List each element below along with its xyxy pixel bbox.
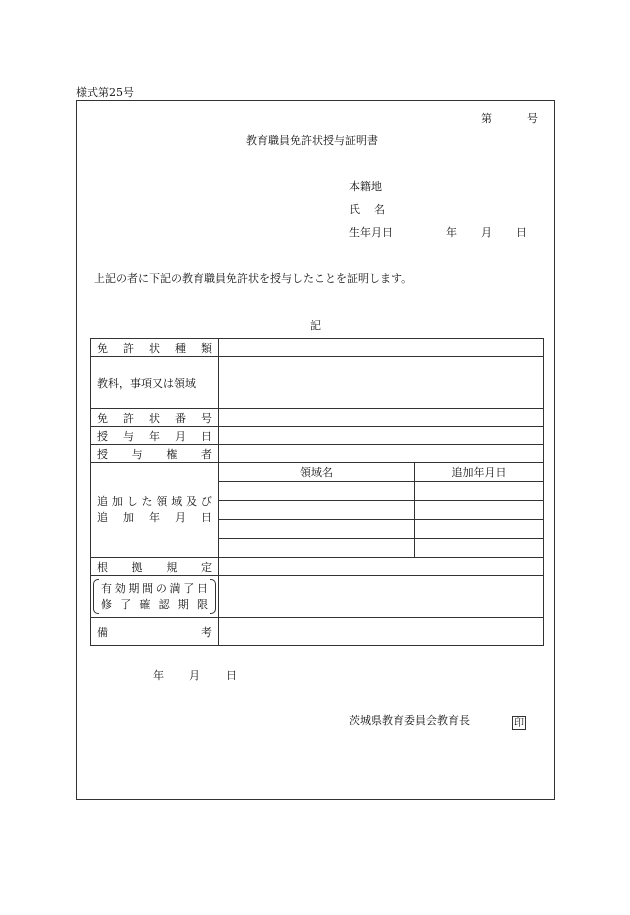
footer-tsuki: 月	[189, 669, 200, 682]
document-title: 教育職員免許状授与証明書	[246, 134, 378, 147]
seal-mark: 印	[514, 718, 524, 729]
certificate-table	[90, 338, 544, 646]
row-menkyo-bango	[91, 409, 544, 427]
label-yuko-1: 有 効 期 間 の 満 了 日	[101, 581, 208, 595]
ki-heading: 記	[310, 319, 321, 332]
label-honseki: 本籍地	[349, 180, 382, 193]
value-menkyo-shurui	[219, 339, 544, 357]
tsuika-entry-row	[219, 482, 543, 501]
birth-nen: 年	[446, 226, 457, 239]
label-yuko-2: 修 了 確 認 期 限	[101, 597, 208, 611]
footer-hi: 日	[226, 669, 237, 682]
tsuika-entry-row	[219, 520, 543, 539]
value-biko	[219, 618, 544, 646]
birth-hi: 日	[516, 226, 527, 239]
label-konkyo: 根 拠 規 定	[97, 560, 212, 574]
label-tsuika-2: 追 加 年 月 日	[97, 511, 212, 524]
label-menkyo-shurui: 免 許 状 種 類	[97, 341, 212, 355]
label-mei: 名	[374, 203, 385, 216]
footer-nen: 年	[153, 669, 164, 682]
label-juyo-date: 授 与 年 月 日	[97, 429, 212, 443]
label-shi: 氏	[349, 203, 360, 216]
certification-statement: 上記の者に下記の教育職員免許状を授与したことを証明します。	[94, 272, 413, 285]
number-go: 号	[527, 112, 538, 125]
tsuika-entry-row	[219, 501, 543, 520]
form-number: 様式第25号	[76, 86, 134, 99]
row-kyouka	[91, 357, 544, 409]
row-menkyo-shurui	[91, 339, 544, 357]
value-juyo-kensha	[219, 445, 544, 463]
tsuika-entry-row	[219, 539, 543, 558]
row-tsuika	[91, 463, 544, 558]
row-yuko	[91, 576, 544, 618]
value-kyouka	[219, 357, 544, 409]
tsuika-header-row	[219, 463, 543, 482]
label-juyo-kensha: 授 与 権 者	[97, 447, 212, 461]
tsuika-subtable	[219, 463, 543, 557]
row-konkyo	[91, 558, 544, 576]
label-kyouka: 教科，事項又は領域	[97, 376, 196, 390]
header-ryoiki: 領域名	[219, 463, 415, 482]
value-juyo-date	[219, 427, 544, 445]
issuer-name: 茨城県教育委員会教育長	[349, 714, 470, 727]
row-juyo-date	[91, 427, 544, 445]
header-tsuika-date: 追加年月日	[415, 463, 544, 482]
value-menkyo-bango	[219, 409, 544, 427]
label-tsuika-1: 追 加 し た 領 域 及 び	[97, 495, 212, 508]
label-menkyo-bango: 免 許 状 番 号	[97, 411, 212, 425]
row-juyo-kensha	[91, 445, 544, 463]
number-dai: 第	[481, 112, 492, 125]
label-birthdate: 生年月日	[349, 226, 393, 239]
label-biko: 備 考	[97, 625, 212, 639]
row-biko	[91, 618, 544, 646]
value-yuko	[219, 576, 544, 618]
value-konkyo	[219, 558, 544, 576]
birth-tsuki: 月	[481, 226, 492, 239]
